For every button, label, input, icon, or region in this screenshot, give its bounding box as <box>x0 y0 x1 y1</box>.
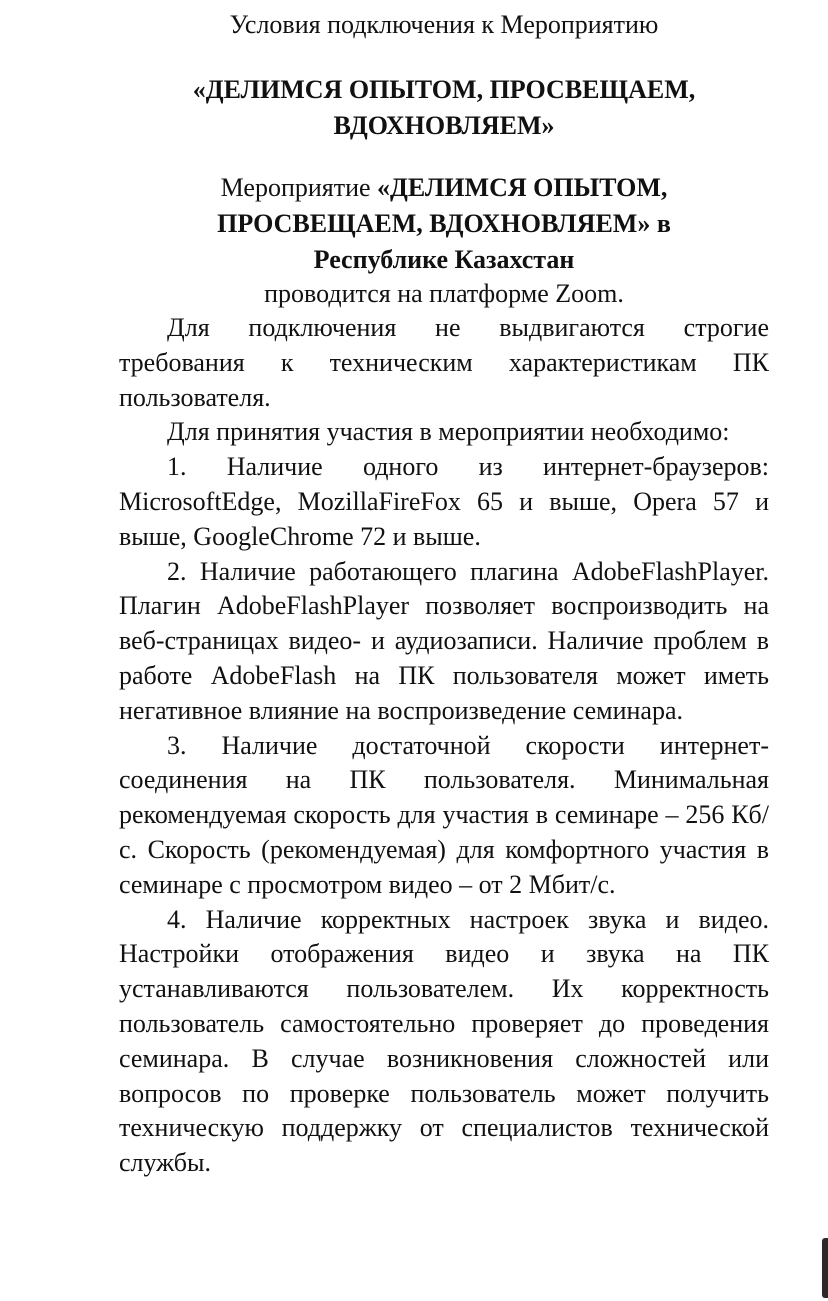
scrollbar-edge[interactable] <box>822 1238 828 1298</box>
event-title: «ДЕЛИМСЯ ОПЫТОМ, ПРОСВЕЩАЕМ, ВДОХНОВЛЯЕМ» <box>192 75 696 140</box>
list-item-flash-plugin: 2. Наличие работающего плагина AdobeFlashPlayer. Плагин AdobeFlashPlayer позволяет воспроизводить на веб-страницах видео- и аудиозаписи. Наличие проблем в работе AdobeFlash на ПК пользователя может иметь негативное влияние на воспроизведение семинара. <box>119 556 769 725</box>
paragraph-participation: Для принятия участия в мероприятии необходимо: <box>167 417 730 447</box>
list-item-browsers: 1. Наличие одного из интернет-браузеров: MicrosoftEdge, MozillaFireFox 65 и выше, Opera 57 и выше, GoogleChrome 72 и выше. <box>119 452 769 551</box>
paragraph-requirements: Для подключения не выдвигаются строгие требования к техническим характеристикам ПК пользователя. <box>119 313 769 412</box>
event-intro <box>150 170 738 278</box>
list-item-audio-video: 4. Наличие корректных настроек звука и видео. Настройки отображения видео и звука на ПК устанавливаются пользователем. Их корректность пользователь самостоятельно проверяет до проведения семинара. В случае возникновения сложностей или вопросов по проверке пользователь может получить техническую поддержку от специалистов технической службы. <box>119 904 769 1178</box>
intro-prefix: Мероприятие <box>220 173 378 202</box>
platform-line: проводится на платформе Zoom. <box>264 279 624 308</box>
document-heading: Условия подключения к Мероприятию <box>229 10 659 39</box>
document-body <box>119 311 769 1181</box>
intro-bold: «ДЕЛИМСЯ ОПЫТОМ, ПРОСВЕЩАЕМ, ВДОХНОВЛЯЕМ» в Республике Казахстан <box>217 173 671 274</box>
list-item-internet-speed: 3. Наличие достаточной скорости интернет-соединения на ПК пользователя. Минимальная рекомендуемая скорость для участия в семинаре – 256 Кб/с. Скорость (рекомендуемая) для комфортного участия в семинаре с просмотром видео – от 2 Мбит/с. <box>119 730 769 899</box>
